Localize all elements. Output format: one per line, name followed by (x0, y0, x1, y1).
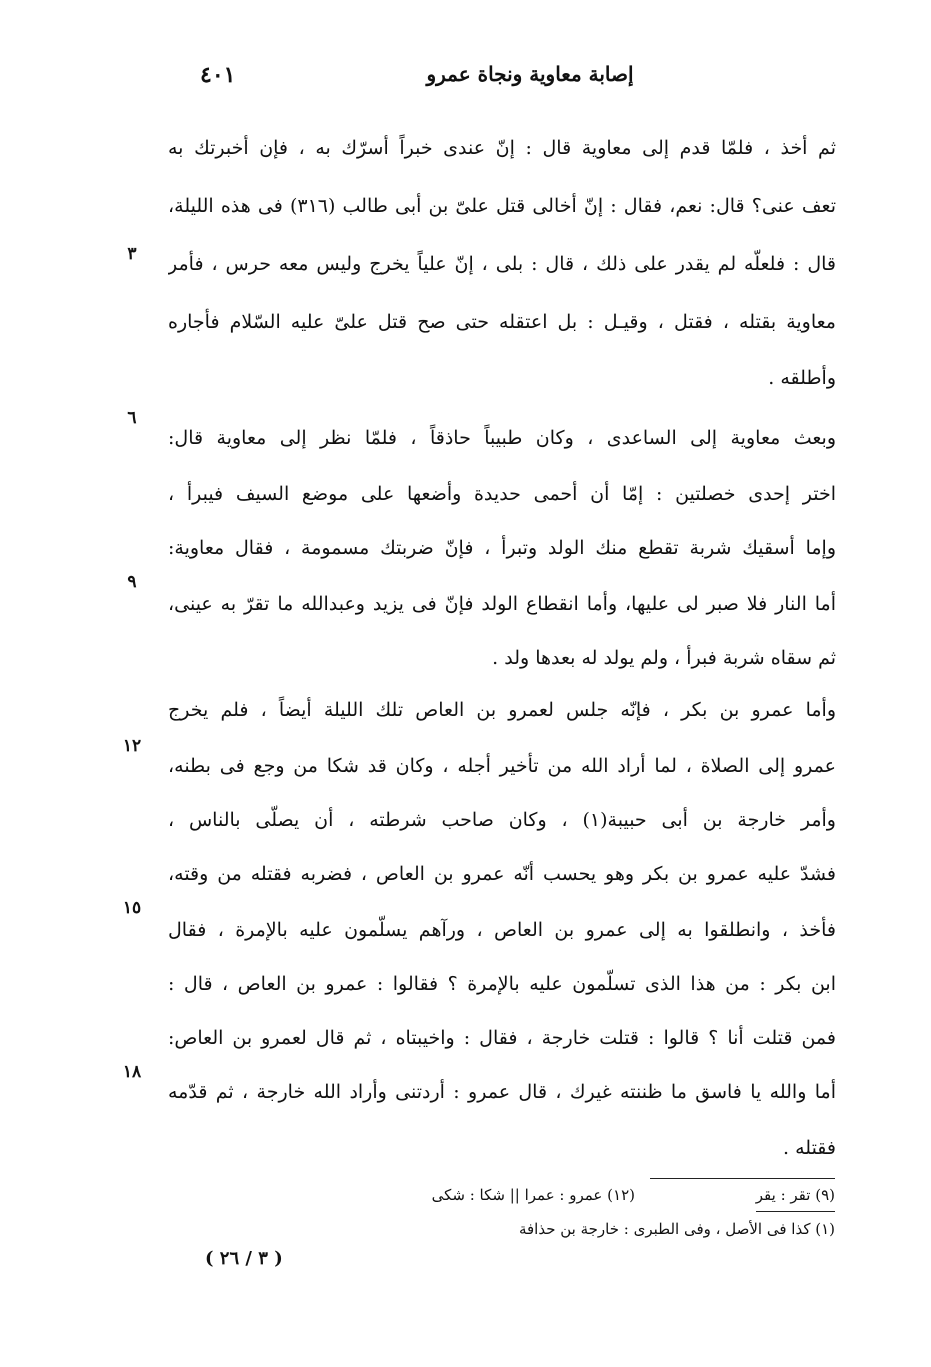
text-line: عمرو إلى الصلاة ، لما أراد الله من تأخير أجله ، وكان قد شكا من وجع فى بطنه، (168, 755, 836, 777)
text-line: فمن قتلت أنا ؟ قالوا : قتلت خارجة ، فقال : واخيبتاه ، ثم قال لعمرو بن العاص: (168, 1027, 836, 1049)
text-line: قال : فلعلّه لم يقدر على ذلك ، قال : بلى ، إنّ علياً يخرج وليس معه حرس ، فأمر (168, 253, 836, 275)
line-number: ١٢ (122, 736, 142, 756)
line-number: ٩ (127, 572, 137, 592)
footnote-variant: (١٢) عمرو : عمرا || شكا : شكى (431, 1186, 635, 1204)
text-line: ثم سقاه شربة فبرأ ، ولم يولد له بعدها ولد . (492, 647, 836, 669)
running-title: إصابة معاوية ونجاة عمرو (426, 62, 634, 86)
text-line: فأخذ ، وانطلقوا به إلى عمرو بن العاص ، ورآهم يسلّمون عليه بالإمرة ، فقال (168, 919, 836, 941)
footnote-variants (330, 1180, 835, 1210)
line-number: ١٥ (122, 898, 142, 918)
text-line: فشدّ عليه عمرو بن بكر وهو يحسب أنّه عمرو بن العاص ، فضربه فقتله من وقته، (168, 863, 836, 885)
text-line: تعف عنى؟ قال: نعم، فقال : إنّ أخالى قتل علىّ بن أبى طالب (٣١٦) فى هذه الليلة، (168, 195, 836, 217)
text-line: وأطلقه . (768, 367, 836, 389)
text-line: معاوية بقتله ، فقتل ، وقيـل : بل اعتقله حتى صح قتل علىّ عليه السّلام فأجاره (168, 311, 836, 333)
page-header (150, 58, 850, 98)
page-number: ٤٠١ (200, 62, 236, 88)
footnote-text: (١) كذا فى الأصل ، وفى الطبرى : خارجة بن حذافة (518, 1220, 835, 1238)
text-line: أما والله يا فاسق ما ظننته غيرك ، قال عمرو : أردتنى وأراد الله خارجة ، ثم قدّمه (168, 1081, 836, 1103)
text-line: أما النار فلا صبر لى عليها، وأما انقطاع الولد فإنّ فى يزيد وعبدالله ما تقرّ به عينى، (168, 593, 836, 615)
signature-mark: ( ٣ / ٢٦ ) (205, 1248, 283, 1269)
text-line: وأما عمرو بن بكر ، فإنّه جلس لعمرو بن العاص تلك الليلة أيضاً ، فلم يخرج (168, 699, 836, 721)
text-line: وبعث معاوية إلى الساعدى ، وكان طبيباً حاذقاً ، فلمّا نظر إلى معاوية قال: (168, 427, 836, 449)
footnote-note (330, 1214, 835, 1244)
line-number: ٦ (127, 408, 137, 428)
footnote-variant: (٩) تقر : يقر (756, 1180, 835, 1212)
text-line: وأمر خارجة بن أبى حبيبة(١) ، وكان صاحب شرطته ، أن يصلّى بالناس ، (168, 809, 836, 831)
line-number: ١٨ (122, 1062, 142, 1082)
text-line: ثم أخذ ، فلمّا قدم إلى معاوية قال : إنّ عندى خبراً أسرّك به ، فإن أخبرتك به (168, 137, 836, 159)
text-line: اختر إحدى خصلتين : إمّا أن أحمى حديدة وأضعها على موضع السيف فيبرأ ، (168, 483, 836, 505)
text-line: وإما أسقيك شربة تقطع منك الولد وتبرأ ، فإنّ ضربتك مسمومة ، فقال معاوية: (168, 537, 836, 559)
text-line: فقتله . (783, 1137, 836, 1159)
line-number: ٣ (127, 244, 137, 264)
footnote-rule (650, 1178, 835, 1179)
text-line: ابن بكر : من هذا الذى تسلّمون عليه بالإمرة ؟ فقالوا : عمرو بن العاص ، قال : (168, 973, 836, 995)
